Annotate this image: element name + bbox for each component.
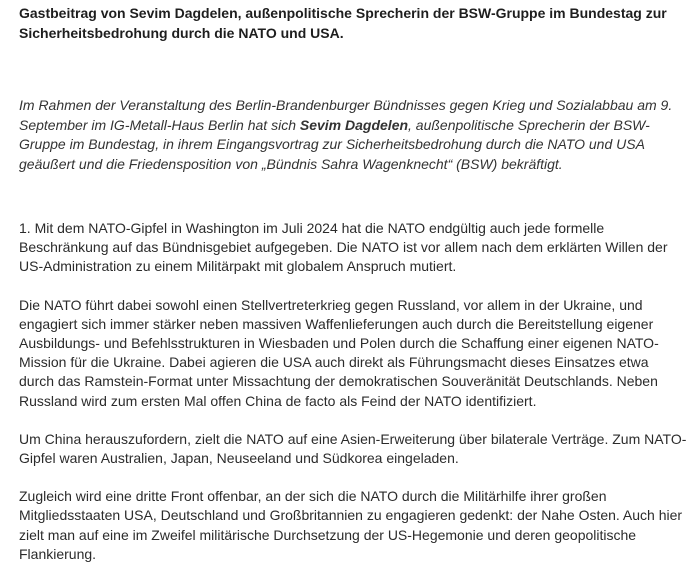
article — [19, 0, 687, 564]
article-headline: Gastbeitrag von Sevim Dagdelen, außenpolitische Sprecherin der BSW-Gruppe im Bundestag zur Sicherheitsbedrohung durch die NATO und USA. — [19, 5, 667, 41]
article-paragraph-2: Die NATO führt dabei sowohl einen Stellvertreterkrieg gegen Russland, vor allem in der Ukraine, und engagiert sich immer stärker neben massiven Waffenlieferungen auch durch die Bereitstellung eigener Ausbildungs- und Befehlsstrukturen in Wiesbaden und Polen durch die Schaffung einer eigenen NATO-Mission für die Ukraine. Dabei agieren die USA auch direkt als Führungsmacht dieses Einsatzes etwa durch das Ramstein-Format unter Missachtung der demokratischen Souveränität Deutschlands. Neben Russland wird zum ersten Mal offen China de facto als Feind der NATO identifiziert. — [19, 296, 659, 409]
article-intro — [19, 96, 687, 174]
intro-text-before: Im Rahmen der Veranstaltung des Berlin-Brandenburger Bündnisses gegen Krieg und Sozialabbau am 9. September im IG-Metall-Haus Berlin hat sich — [19, 97, 673, 133]
article-paragraph-1: 1. Mit dem NATO-Gipfel in Washington im Juli 2024 hat die NATO endgültig auch jede formelle Beschränkung auf das Bündnisgebiet aufgegeben. Die NATO ist vor allem nach dem erklärten Willen der US-Administration zu einem Militärpakt mit globalem Anspruch mutiert. — [19, 220, 668, 275]
intro-author-name: Sevim Dagdelen — [299, 116, 409, 133]
article-paragraph-4: Zugleich wird eine dritte Front offenbar, an der sich die NATO durch die Militärhilfe ihrer großen Mitgliedsstaaten USA, Deutschland und Großbritannien zu engagieren gedenkt: der Nahe Osten. Auch hier zielt man auf eine im Zweifel militärische Durchsetzung der US-Hegemonie und deren geopolitische Flankierung. — [19, 488, 683, 562]
article-paragraph-3: Um China herauszufordern, zielt die NATO auf eine Asien-Erweiterung über bilaterale Verträge. Zum NATO-Gipfel waren Australien, Japan, Neuseeland und Südkorea eingeladen. — [19, 430, 687, 467]
intro-text-after: , außenpolitische Sprecherin der BSW-Gruppe im Bundestag, in ihrem Eingangsvortrag zur Sicherheitsbedrohung durch die NATO und USA geäußert und die Friedensposition von „Bündnis Sahra Wagenknecht“ (BSW) bekräftigt. — [19, 116, 650, 172]
